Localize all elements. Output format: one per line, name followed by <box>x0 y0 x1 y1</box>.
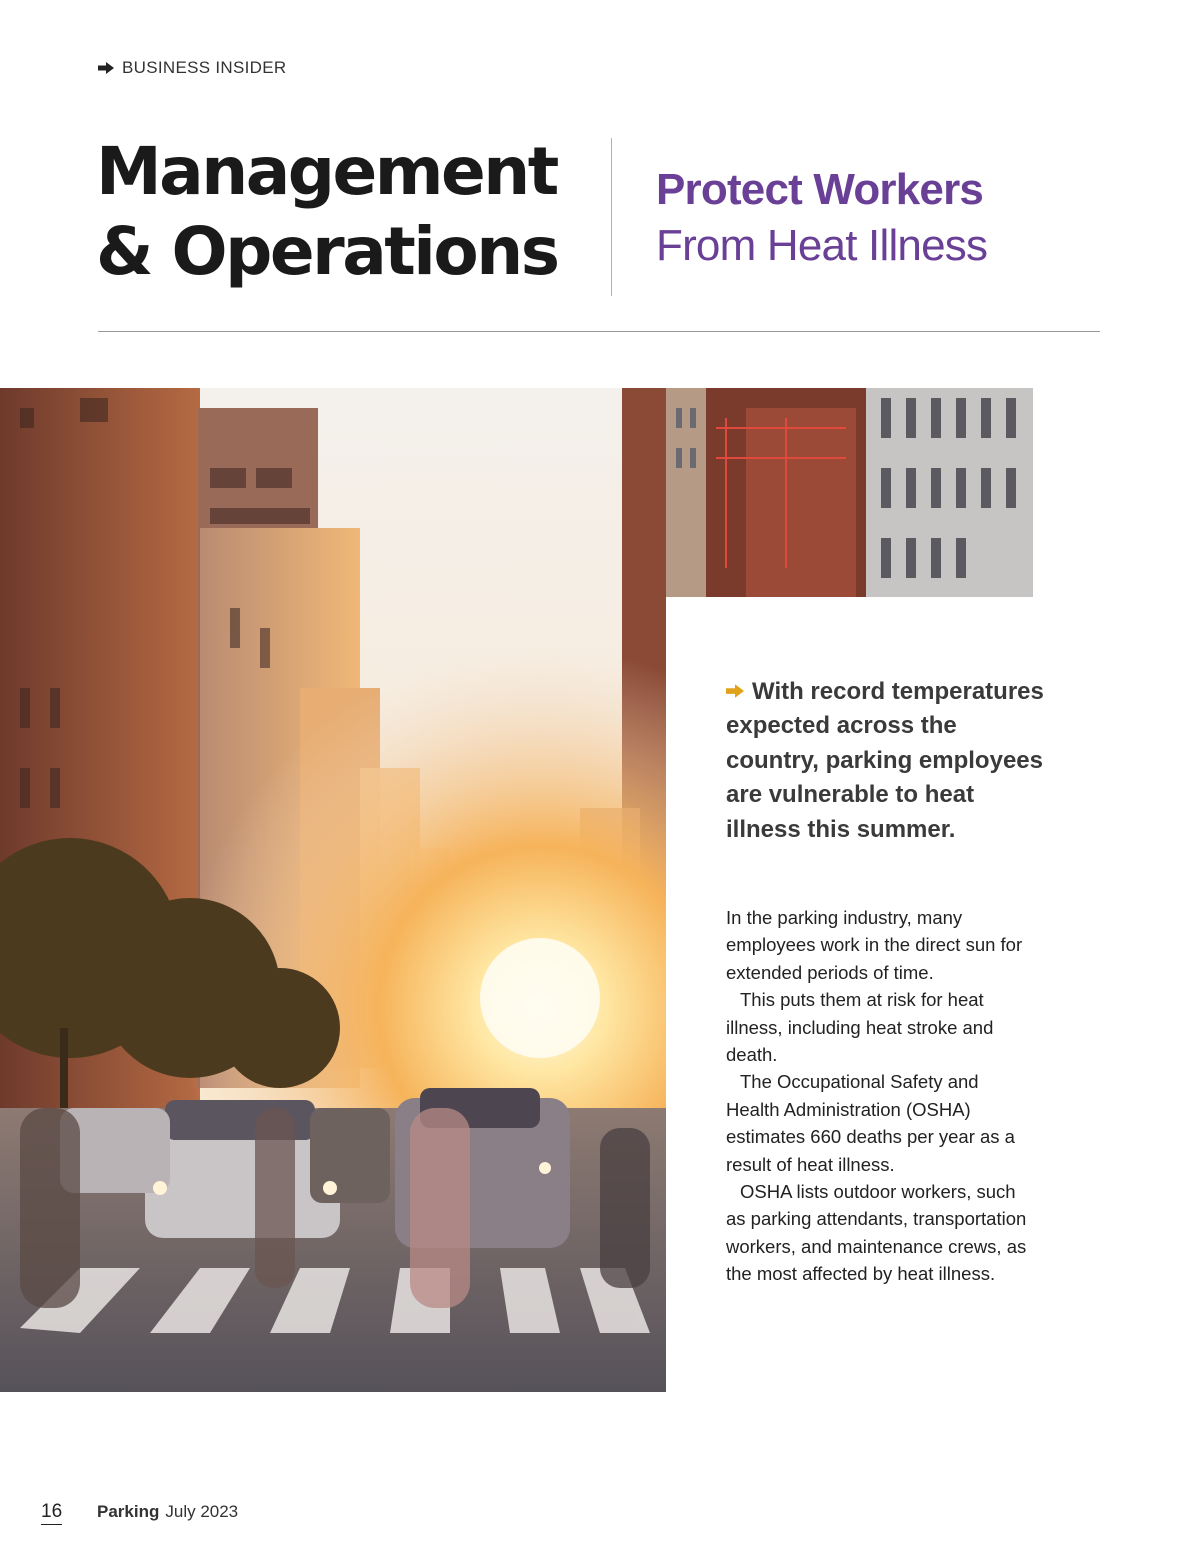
page-number: 16 <box>41 1500 62 1525</box>
arrow-right-icon <box>98 62 114 74</box>
street-photo <box>0 388 666 1392</box>
section-label-text: BUSINESS INSIDER <box>122 58 287 77</box>
article-title-line2: From Heat Illness <box>656 221 988 270</box>
section-label <box>98 58 286 78</box>
paragraph: The Occupational Safety and Health Administration (OSHA) estimates 660 deaths per year as a result of heat illness. <box>726 1071 1015 1175</box>
paragraph: OSHA lists outdoor workers, such as parking attendants, transportation workers, and maintenance crews, as the most affected by heat illness. <box>726 1181 1027 1285</box>
article-title <box>656 162 987 274</box>
paragraph: This puts them at risk for heat illness, including heat stroke and death. <box>726 989 994 1066</box>
building-photo <box>666 388 1033 597</box>
lede <box>726 675 1046 847</box>
page-title-line1: Management <box>96 133 557 210</box>
paragraph: In the parking industry, many employees work in the direct sun for extended periods of time. <box>726 907 1023 983</box>
article-body <box>726 904 1036 1288</box>
header-rule <box>98 331 1100 332</box>
buildings-illustration <box>666 388 1033 597</box>
issue-date: July 2023 <box>165 1502 239 1521</box>
arrow-right-icon <box>726 684 744 698</box>
street-sunset-illustration <box>0 388 666 1392</box>
lede-text: With record temperatures expected across the country, parking employees are vulnerable to heat illness this summer. <box>726 678 1044 843</box>
vertical-divider <box>611 138 612 296</box>
article-title-line1: Protect Workers <box>656 165 984 214</box>
folio <box>97 1502 238 1522</box>
page-title <box>96 132 558 292</box>
page-title-line2: & Operations <box>96 213 558 290</box>
magazine-name: Parking <box>97 1502 160 1521</box>
